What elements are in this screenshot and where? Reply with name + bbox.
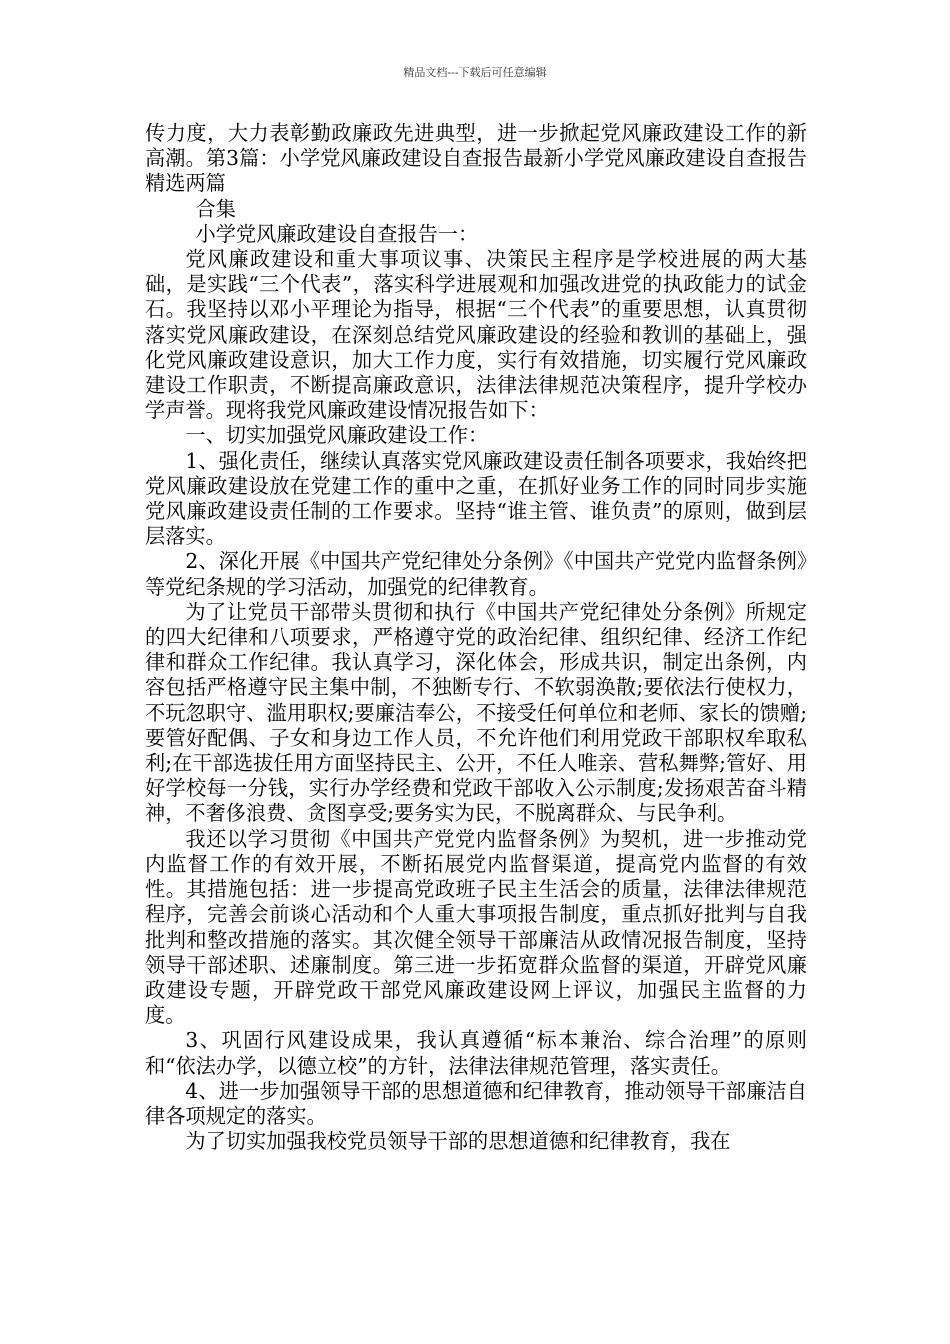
paragraph-item-2: 2、深化开展《中国共产党纪律处分条例》《中国共产党党内监督条例》等党纪条规的学习活动，加强党的纪律教育。 <box>145 549 807 599</box>
paragraph-item-3: 3、巩固行风建设成果，我认真遵循“标本兼治、综合治理”的原则和“依法办学，以德立校”的方针，法律法律规范管理，落实责任。 <box>145 1028 807 1078</box>
paragraph-discipline: 为了让党员干部带头贯彻和执行《中国共产党纪律处分条例》所规定的四大纪律和八项要求，严格遵守党的政治纪律、组织纪律、经济工作纪律和群众工作纪律。我认真学习，深化体会，形成共识，制定出条例，内容包括严格遵守民主集中制，不独断专行、不软弱涣散;要依法行使权力，不玩忽职守、滥用职权;要廉洁奉公，不接受任何单位和老师、家长的馈赠;要管好配偶、子女和身边工作人员，不允许他们利用党政干部职权牟取私利;在干部选拔任用方面坚持民主、公开，不任人唯亲、营私舞弊;管好、用好学校每一分钱，实行办学经费和党政干部收入公示制度;发扬艰苦奋斗精神，不奢侈浪费、贪图享受;要务实为民，不脱离群众、与民争利。 <box>145 599 807 826</box>
section-heading-1: 一、切实加强党风廉政建设工作： <box>185 423 489 448</box>
report-title: 小学党风廉政建设自查报告一： <box>195 221 479 246</box>
page-header: 精品文档---下载后可任意编辑 <box>403 66 547 79</box>
paragraph-intro: 党风廉政建设和重大事项议事、决策民主程序是学校进展的两大基础，是实践“三个代表”，落实科学进展观和加强改进党的执政能力的试金石。我坚持以邓小平理论为指导，根据“三个代表”的重要思想，认真贯彻落实党风廉政建设，在深刻总结党风廉政建设的经验和教训的基础上，强化党风廉政建设意识，加大工作力度，实行有效措施，切实履行党风廉政建设工作职责，不断提高廉政意识，法律法律规范决策程序，提升学校办学声誉。现将我党风廉政建设情况报告如下： <box>145 247 807 423</box>
paragraph-supervision: 我还以学习贯彻《中国共产党党内监督条例》为契机，进一步推动党内监督工作的有效开展，不断拓展党内监督渠道，提高党内监督的有效性。其措施包括：进一步提高党政班子民主生活会的质量，法律法律规范程序，完善会前谈心活动和个人重大事项报告制度，重点抓好批判与自我批判和整改措施的落实。其次健全领导干部廉洁从政情况报告制度，坚持领导干部述职、述廉制度。第三进一步拓宽群众监督的渠道，开辟党风廉政建设专题，开辟党政干部党风廉政建设网上评议，加强民主监督的力度。 <box>145 826 807 1028</box>
paragraph-heji: 合集 <box>195 196 236 221</box>
paragraph-continuation: 传力度，大力表彰勤政廉政先进典型，进一步掀起党风廉政建设工作的新高潮。第3篇：小学党风廉政建设自查报告最新小学党风廉政建设自查报告精选两篇 <box>145 121 807 196</box>
paragraph-item-1: 1、强化责任，继续认真落实党风廉政建设责任制各项要求，我始终把党风廉政建设放在党建工作的重中之重，在抓好业务工作的同时同步实施党风廉政建设责任制的工作要求。坚持“谁主管、谁负责”的原则，做到层层落实。 <box>145 448 807 549</box>
paragraph-final: 为了切实加强我校党员领导干部的思想道德和纪律教育，我在 <box>185 1129 731 1154</box>
paragraph-item-4: 4、进一步加强领导干部的思想道德和纪律教育，推动领导干部廉洁自律各项规定的落实。 <box>145 1078 807 1128</box>
document-body <box>145 121 807 1154</box>
